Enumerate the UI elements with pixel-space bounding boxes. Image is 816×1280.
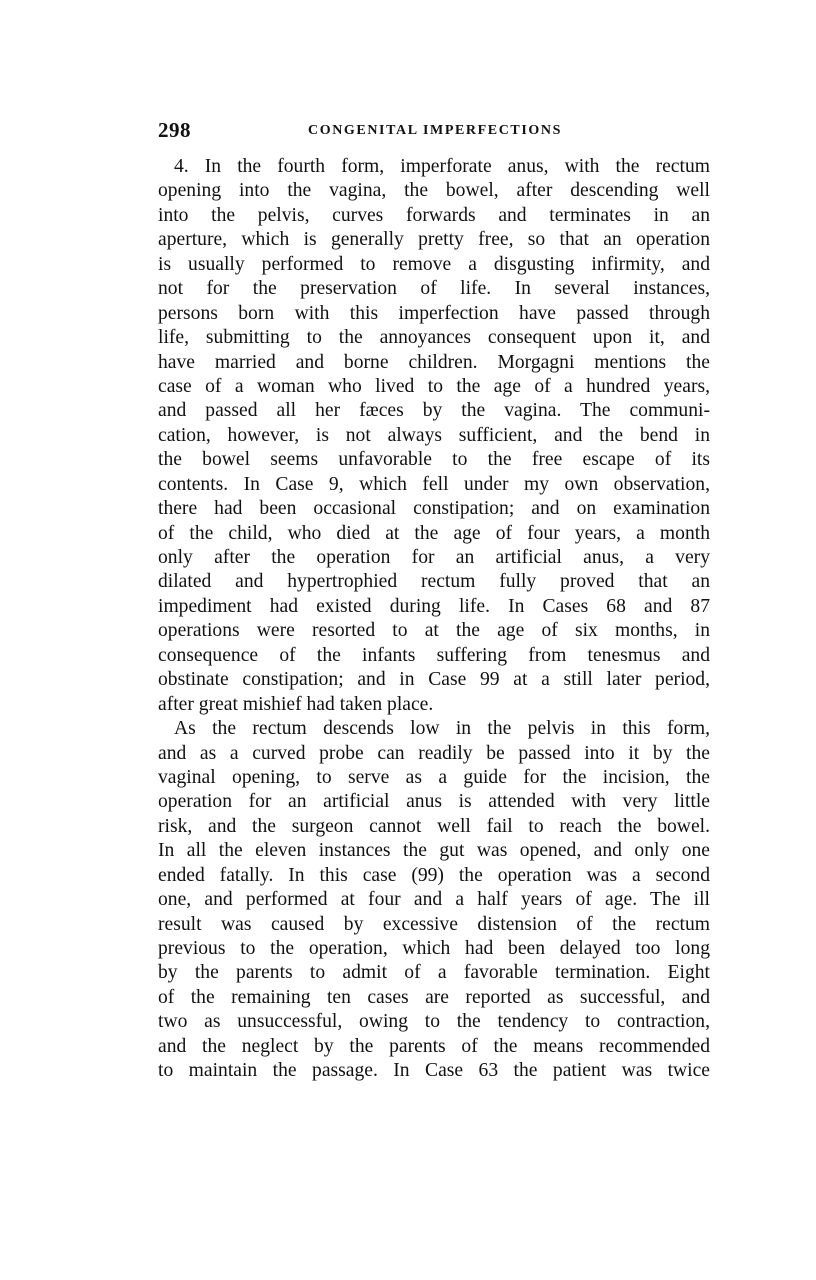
text-line: aperture, which is generally pretty free, so that an operation (158, 229, 710, 251)
text-line: result was caused by excessive distension of the rectum (158, 913, 710, 935)
text-line: one, and performed at four and a half years of age. The ill (158, 889, 710, 911)
text-line: case of a woman who lived to the age of a hundred years, (158, 375, 710, 397)
text-line: cation, however, is not always sufficient, and the bend in (158, 424, 710, 446)
text-line: operation for an artificial anus is attended with very little (158, 791, 710, 813)
text-line: consequence of the infants suffering from tenesmus and (158, 644, 710, 666)
text-line: dilated and hypertrophied rectum fully proved that an (158, 571, 710, 593)
text-line: not for the preservation of life. In several instances, (158, 278, 710, 300)
text-line: contents. In Case 9, which fell under my own observation, (158, 473, 710, 495)
text-line: after great mishief had taken place. (158, 693, 434, 715)
page-number: 298 (158, 118, 191, 142)
text-line: only after the operation for an artificial anus, a very (158, 547, 710, 568)
running-head: CONGENITAL IMPERFECTIONS (308, 123, 563, 138)
text-line: there had been occasional constipation; and on examination (158, 498, 710, 520)
text-line: opening into the vagina, the bowel, after descending well (158, 180, 710, 202)
text-line: of the remaining ten cases are reported as successful, and (158, 986, 710, 1008)
text-line: ended fatally. In this case (99) the operation was a second (158, 864, 710, 886)
text-line: operations were resorted to at the age of six months, in (158, 620, 710, 642)
text-line: 4. In the fourth form, imperforate anus, with the rectum (174, 156, 710, 177)
text-line: persons born with this imperfection have passed through (158, 302, 710, 324)
text-line: and passed all her fæces by the vagina. The communi- (158, 400, 710, 422)
text-line: previous to the operation, which had been delayed too long (158, 938, 710, 959)
text-line: and as a curved probe can readily be passed into it by the (158, 742, 710, 764)
body-text (158, 155, 710, 1084)
text-line: by the parents to admit of a favorable termination. Eight (158, 962, 710, 984)
text-line: and the neglect by the parents of the means recommended (158, 1035, 710, 1057)
text-line: two as unsuccessful, owing to the tendency to contraction, (158, 1011, 710, 1033)
text-line: of the child, who died at the age of four years, a month (158, 522, 710, 544)
text-line: the bowel seems unfavorable to the free escape of its (158, 449, 710, 471)
text-line: impediment had existed during life. In Cases 68 and 87 (158, 595, 710, 617)
text-line: In all the eleven instances the gut was opened, and only one (158, 840, 710, 862)
text-line: is usually performed to remove a disgusting infirmity, and (158, 253, 710, 275)
page-header (158, 118, 710, 144)
text-line: risk, and the surgeon cannot well fail to reach the bowel. (158, 815, 710, 837)
text-line: have married and borne children. Morgagni mentions the (158, 351, 710, 373)
text-line: into the pelvis, curves forwards and terminates in an (158, 204, 710, 226)
text-line: life, submitting to the annoyances consequent upon it, and (158, 327, 710, 349)
text-line: As the rectum descends low in the pelvis in this form, (174, 718, 710, 740)
text-line: obstinate constipation; and in Case 99 at a still later period, (158, 669, 710, 691)
text-line: vaginal opening, to serve as a guide for the incision, the (158, 766, 710, 788)
text-line: to maintain the passage. In Case 63 the patient was twice (158, 1060, 710, 1082)
